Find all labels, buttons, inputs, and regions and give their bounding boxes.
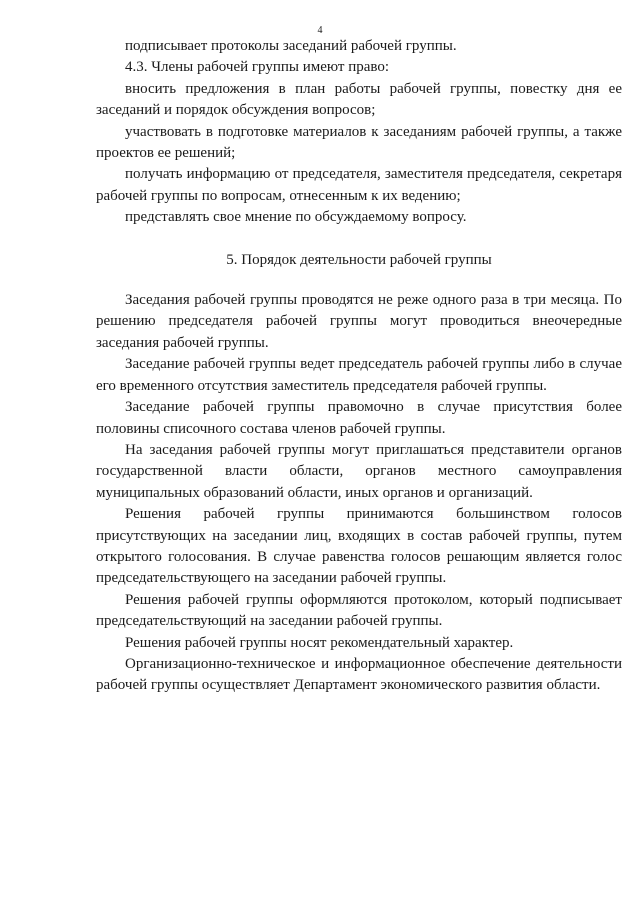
- paragraph-invited-representatives: На заседания рабочей группы могут приглашаться представители органов государственной власти области, органов местного самоуправления муниципальных образований области, иных органов и организаций.: [96, 441, 622, 501]
- paragraph-right-information: получать информацию от председателя, заместителя председателя, секретаря рабочей группы по вопросам, отнесенным к их ведению;: [96, 166, 622, 204]
- paragraph-decisions-protocol: Решения рабочей группы оформляются протоколом, который подписывает председательствующий на заседании рабочей группы.: [96, 591, 622, 630]
- paragraph-decisions-advisory: Решения рабочей группы носят рекомендательный характер.: [125, 634, 514, 651]
- paragraph-members-rights-heading: 4.3. Члены рабочей группы имеют право:: [125, 59, 390, 76]
- paragraph-meeting-chair: Заседание рабочей группы ведет председатель рабочей группы либо в случае его временного отсутствия заместитель председателя рабочей группы.: [96, 356, 622, 394]
- document-body: [96, 36, 622, 697]
- paragraph-right-proposals: вносить предложения в план работы рабочей группы, повестку дня ее заседаний и порядок обсуждения вопросов;: [96, 80, 622, 119]
- paragraph-voting: Решения рабочей группы принимаются большинством голосов присутствующих на заседании лиц, входящих в состав рабочей группы, путем открытого голосования. В случае равенства голосов решающим является голос председательствующего на заседании рабочей группы.: [96, 506, 622, 587]
- paragraph-quorum: Заседание рабочей группы правомочно в случае присутствия более половины списочного состава членов рабочей группы.: [96, 399, 622, 437]
- paragraph-signing-protocols: подписывает протоколы заседаний рабочей группы.: [125, 38, 457, 54]
- paragraph-organizational-support: Организационно-техническое и информационное обеспечение деятельности рабочей группы осуществляет Департамент экономического развития области.: [96, 655, 622, 694]
- paragraph-meeting-frequency: Заседания рабочей группы проводятся не реже одного раза в три месяца. По решению председателя рабочей группы могут проводиться внеочередные заседания рабочей группы.: [96, 292, 622, 351]
- paragraph-right-participate: участвовать в подготовке материалов к заседаниям рабочей группы, а также проектов ее решений;: [96, 123, 622, 162]
- paragraph-right-opinion: представлять свое мнение по обсуждаемому вопросу.: [125, 209, 467, 226]
- section-heading: 5. Порядок деятельности рабочей группы: [226, 251, 492, 268]
- page-number: 4: [317, 25, 323, 36]
